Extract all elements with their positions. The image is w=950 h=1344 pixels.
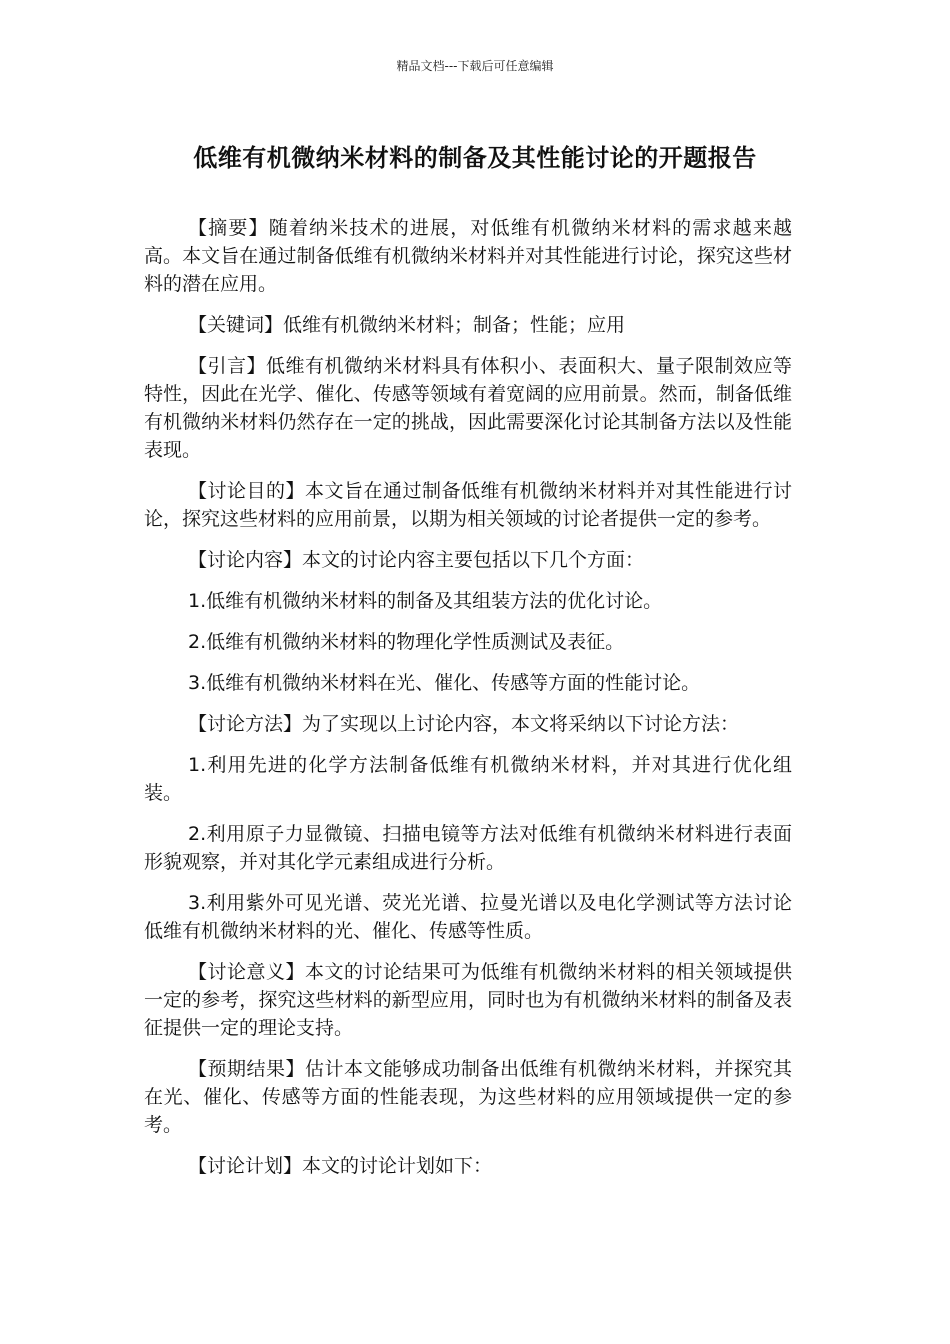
header-note: 精品文档---下载后可任意编辑 (396, 59, 554, 73)
document-body (144, 214, 792, 1193)
paragraph-abstract: 【摘要】随着纳米技术的进展，对低维有机微纳米材料的需求越来越高。本文旨在通过制备低维有机微纳米材料并对其性能进行讨论，探究这些材料的潜在应用。 (144, 217, 792, 295)
paragraph-significance: 【讨论意义】本文的讨论结果可为低维有机微纳米材料的相关领域提供一定的参考，探究这些材料的新型应用，同时也为有机微纳米材料的制备及表征提供一定的理论支持。 (144, 961, 792, 1039)
paragraph-content-item-2: 2.低维有机微纳米材料的物理化学性质测试及表征。 (188, 631, 625, 653)
paragraph-plan: 【讨论计划】本文的讨论计划如下： (188, 1155, 493, 1177)
paragraph-purpose: 【讨论目的】本文旨在通过制备低维有机微纳米材料并对其性能进行讨论，探究这些材料的应用前景，以期为相关领域的讨论者提供一定的参考。 (144, 480, 792, 530)
paragraph-introduction: 【引言】低维有机微纳米材料具有体积小、表面积大、量子限制效应等特性，因此在光学、催化、传感等领域有着宽阔的应用前景。然而，制备低维有机微纳米材料仍然存在一定的挑战，因此需要深化讨论其制备方法以及性能表现。 (144, 355, 792, 461)
paragraph-method-item-1: 1.利用先进的化学方法制备低维有机微纳米材料，并对其进行优化组装。 (144, 754, 792, 804)
paragraph-content-intro: 【讨论内容】本文的讨论内容主要包括以下几个方面： (188, 549, 645, 571)
document-title: 低维有机微纳米材料的制备及其性能讨论的开题报告 (193, 144, 757, 172)
paragraph-keywords: 【关键词】低维有机微纳米材料；制备；性能；应用 (188, 314, 626, 336)
paragraph-method-item-3: 3.利用紫外可见光谱、荧光光谱、拉曼光谱以及电化学测试等方法讨论低维有机微纳米材料的光、催化、传感等性质。 (144, 892, 792, 942)
paragraph-method-item-2: 2.利用原子力显微镜、扫描电镜等方法对低维有机微纳米材料进行表面形貌观察，并对其化学元素组成进行分析。 (144, 823, 792, 873)
paragraph-methods-intro: 【讨论方法】为了实现以上讨论内容，本文将采纳以下讨论方法： (188, 713, 740, 735)
paragraph-content-item-3: 3.低维有机微纳米材料在光、催化、传感等方面的性能讨论。 (188, 672, 701, 694)
paragraph-expected-results: 【预期结果】估计本文能够成功制备出低维有机微纳米材料，并探究其在光、催化、传感等方面的性能表现，为这些材料的应用领域提供一定的参考。 (144, 1058, 792, 1136)
paragraph-content-item-1: 1.低维有机微纳米材料的制备及其组装方法的优化讨论。 (188, 590, 663, 612)
